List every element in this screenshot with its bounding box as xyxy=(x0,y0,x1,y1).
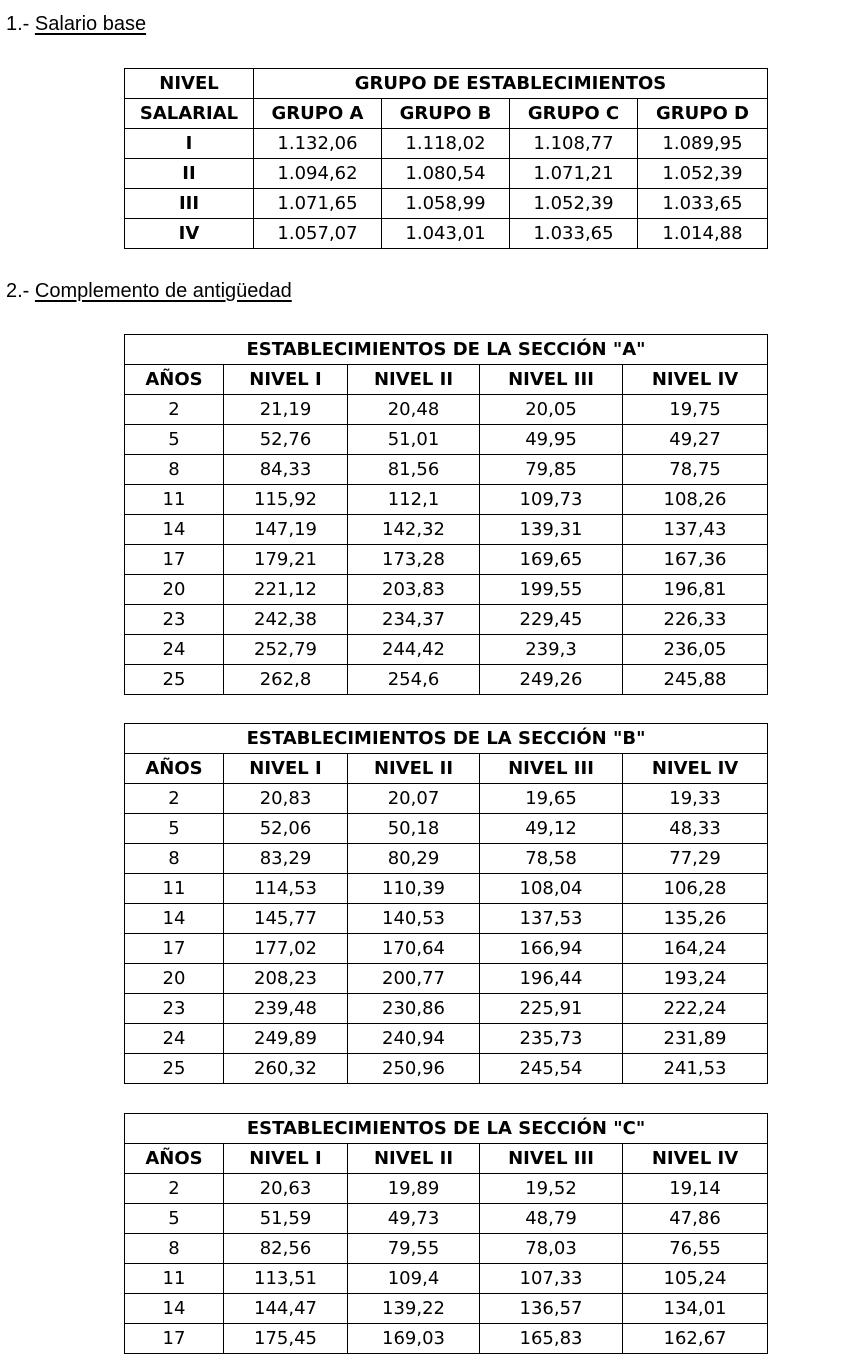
seniority-years-cell: 14 xyxy=(125,1294,224,1324)
seniority-years-cell: 25 xyxy=(125,1054,224,1084)
seniority-column-header: NIVEL IV xyxy=(623,754,768,784)
seniority-years-cell: 8 xyxy=(125,844,224,874)
salary-value-cell: 1.014,88 xyxy=(638,219,768,249)
seniority-value-cell: 136,57 xyxy=(480,1294,623,1324)
seniority-row xyxy=(125,934,768,964)
seniority-row xyxy=(125,1264,768,1294)
seniority-value-cell: 165,83 xyxy=(480,1324,623,1354)
seniority-row xyxy=(125,635,768,665)
seniority-value-cell: 79,85 xyxy=(480,455,623,485)
salary-value-cell: 1.057,07 xyxy=(254,219,382,249)
seniority-years-cell: 24 xyxy=(125,1024,224,1054)
seniority-value-cell: 193,24 xyxy=(623,964,768,994)
seniority-column-header: NIVEL III xyxy=(480,1144,623,1174)
seniority-row xyxy=(125,844,768,874)
seniority-value-cell: 235,73 xyxy=(480,1024,623,1054)
seniority-value-cell: 47,86 xyxy=(623,1204,768,1234)
seniority-value-cell: 114,53 xyxy=(224,874,348,904)
seniority-table-section-b xyxy=(124,723,768,1084)
seniority-value-cell: 19,75 xyxy=(623,395,768,425)
seniority-years-cell: 17 xyxy=(125,1324,224,1354)
seniority-table-title: ESTABLECIMIENTOS DE LA SECCIÓN "C" xyxy=(125,1114,768,1144)
seniority-years-cell: 14 xyxy=(125,904,224,934)
seniority-years-cell: 5 xyxy=(125,425,224,455)
seniority-column-header-row xyxy=(125,365,768,395)
seniority-years-cell: 24 xyxy=(125,635,224,665)
seniority-value-cell: 51,59 xyxy=(224,1204,348,1234)
salary-value-cell: 1.071,21 xyxy=(510,159,638,189)
seniority-value-cell: 78,58 xyxy=(480,844,623,874)
seniority-years-cell: 11 xyxy=(125,485,224,515)
seniority-value-cell: 170,64 xyxy=(348,934,480,964)
seniority-value-cell: 50,18 xyxy=(348,814,480,844)
seniority-value-cell: 244,42 xyxy=(348,635,480,665)
seniority-value-cell: 222,24 xyxy=(623,994,768,1024)
level-header-line2: SALARIAL xyxy=(125,99,254,129)
salary-base-table xyxy=(124,68,768,249)
seniority-value-cell: 250,96 xyxy=(348,1054,480,1084)
seniority-value-cell: 48,33 xyxy=(623,814,768,844)
seniority-row xyxy=(125,994,768,1024)
seniority-value-cell: 20,07 xyxy=(348,784,480,814)
seniority-value-cell: 199,55 xyxy=(480,575,623,605)
salary-value-cell: 1.132,06 xyxy=(254,129,382,159)
seniority-value-cell: 108,26 xyxy=(623,485,768,515)
salary-level-cell: IV xyxy=(125,219,254,249)
seniority-title-row xyxy=(125,724,768,754)
seniority-value-cell: 242,38 xyxy=(224,605,348,635)
seniority-value-cell: 140,53 xyxy=(348,904,480,934)
seniority-years-cell: 20 xyxy=(125,964,224,994)
salary-value-cell: 1.052,39 xyxy=(510,189,638,219)
seniority-value-cell: 236,05 xyxy=(623,635,768,665)
seniority-value-cell: 112,1 xyxy=(348,485,480,515)
seniority-row xyxy=(125,515,768,545)
seniority-value-cell: 109,4 xyxy=(348,1264,480,1294)
seniority-row xyxy=(125,545,768,575)
seniority-value-cell: 239,48 xyxy=(224,994,348,1024)
group-c-header: GRUPO C xyxy=(510,99,638,129)
seniority-column-header-row xyxy=(125,1144,768,1174)
seniority-table-title: ESTABLECIMIENTOS DE LA SECCIÓN "A" xyxy=(125,335,768,365)
seniority-years-cell: 14 xyxy=(125,515,224,545)
seniority-value-cell: 78,75 xyxy=(623,455,768,485)
section-2-number: 2.- xyxy=(6,280,30,302)
seniority-years-cell: 11 xyxy=(125,1264,224,1294)
seniority-value-cell: 110,39 xyxy=(348,874,480,904)
seniority-value-cell: 107,33 xyxy=(480,1264,623,1294)
seniority-row xyxy=(125,1234,768,1264)
seniority-value-cell: 105,24 xyxy=(623,1264,768,1294)
seniority-value-cell: 231,89 xyxy=(623,1024,768,1054)
seniority-value-cell: 241,53 xyxy=(623,1054,768,1084)
seniority-column-header: AÑOS xyxy=(125,1144,224,1174)
salary-value-cell: 1.033,65 xyxy=(510,219,638,249)
seniority-row xyxy=(125,1294,768,1324)
seniority-value-cell: 169,03 xyxy=(348,1324,480,1354)
seniority-value-cell: 144,47 xyxy=(224,1294,348,1324)
seniority-row xyxy=(125,1054,768,1084)
salary-header-row-1 xyxy=(125,69,768,99)
seniority-column-header: NIVEL II xyxy=(348,1144,480,1174)
seniority-years-cell: 5 xyxy=(125,1204,224,1234)
seniority-value-cell: 200,77 xyxy=(348,964,480,994)
seniority-value-cell: 208,23 xyxy=(224,964,348,994)
seniority-table-section-c xyxy=(124,1113,768,1354)
seniority-years-cell: 2 xyxy=(125,395,224,425)
salary-value-cell: 1.058,99 xyxy=(382,189,510,219)
section-2-heading xyxy=(6,279,292,303)
seniority-value-cell: 221,12 xyxy=(224,575,348,605)
section-2-title: Complemento de antigüedad xyxy=(34,280,292,302)
seniority-value-cell: 80,29 xyxy=(348,844,480,874)
seniority-value-cell: 240,94 xyxy=(348,1024,480,1054)
seniority-years-cell: 5 xyxy=(125,814,224,844)
seniority-value-cell: 177,02 xyxy=(224,934,348,964)
seniority-years-cell: 8 xyxy=(125,1234,224,1264)
seniority-value-cell: 230,86 xyxy=(348,994,480,1024)
seniority-value-cell: 83,29 xyxy=(224,844,348,874)
seniority-value-cell: 19,89 xyxy=(348,1174,480,1204)
seniority-value-cell: 84,33 xyxy=(224,455,348,485)
seniority-value-cell: 52,76 xyxy=(224,425,348,455)
seniority-column-header: NIVEL II xyxy=(348,754,480,784)
seniority-value-cell: 20,83 xyxy=(224,784,348,814)
seniority-value-cell: 249,26 xyxy=(480,665,623,695)
seniority-years-cell: 8 xyxy=(125,455,224,485)
seniority-years-cell: 17 xyxy=(125,934,224,964)
seniority-value-cell: 77,29 xyxy=(623,844,768,874)
seniority-value-cell: 21,19 xyxy=(224,395,348,425)
seniority-value-cell: 142,32 xyxy=(348,515,480,545)
seniority-row xyxy=(125,874,768,904)
seniority-column-header: AÑOS xyxy=(125,365,224,395)
seniority-row xyxy=(125,1204,768,1234)
salary-level-cell: II xyxy=(125,159,254,189)
seniority-value-cell: 229,45 xyxy=(480,605,623,635)
seniority-value-cell: 134,01 xyxy=(623,1294,768,1324)
group-d-header: GRUPO D xyxy=(638,99,768,129)
seniority-value-cell: 245,54 xyxy=(480,1054,623,1084)
section-1-title: Salario base xyxy=(34,13,147,35)
salary-value-cell: 1.033,65 xyxy=(638,189,768,219)
seniority-row xyxy=(125,784,768,814)
seniority-value-cell: 51,01 xyxy=(348,425,480,455)
seniority-value-cell: 252,79 xyxy=(224,635,348,665)
seniority-row xyxy=(125,964,768,994)
seniority-row xyxy=(125,575,768,605)
seniority-value-cell: 196,44 xyxy=(480,964,623,994)
seniority-column-header: NIVEL I xyxy=(224,365,348,395)
salary-row xyxy=(125,159,768,189)
level-header-line1: NIVEL xyxy=(125,69,254,99)
seniority-row xyxy=(125,665,768,695)
seniority-value-cell: 196,81 xyxy=(623,575,768,605)
seniority-row xyxy=(125,395,768,425)
seniority-years-cell: 2 xyxy=(125,784,224,814)
seniority-row xyxy=(125,1174,768,1204)
salary-value-cell: 1.094,62 xyxy=(254,159,382,189)
salary-row xyxy=(125,189,768,219)
salary-header-row-2 xyxy=(125,99,768,129)
seniority-value-cell: 164,24 xyxy=(623,934,768,964)
seniority-column-header: NIVEL II xyxy=(348,365,480,395)
seniority-column-header: NIVEL I xyxy=(224,1144,348,1174)
seniority-value-cell: 76,55 xyxy=(623,1234,768,1264)
seniority-value-cell: 137,53 xyxy=(480,904,623,934)
seniority-column-header: AÑOS xyxy=(125,754,224,784)
seniority-title-row xyxy=(125,1114,768,1144)
seniority-value-cell: 139,22 xyxy=(348,1294,480,1324)
seniority-value-cell: 19,52 xyxy=(480,1174,623,1204)
seniority-value-cell: 262,8 xyxy=(224,665,348,695)
seniority-years-cell: 2 xyxy=(125,1174,224,1204)
seniority-value-cell: 109,73 xyxy=(480,485,623,515)
seniority-value-cell: 49,27 xyxy=(623,425,768,455)
seniority-value-cell: 145,77 xyxy=(224,904,348,934)
seniority-table-title: ESTABLECIMIENTOS DE LA SECCIÓN "B" xyxy=(125,724,768,754)
seniority-value-cell: 147,19 xyxy=(224,515,348,545)
seniority-value-cell: 78,03 xyxy=(480,1234,623,1264)
seniority-years-cell: 23 xyxy=(125,994,224,1024)
seniority-value-cell: 260,32 xyxy=(224,1054,348,1084)
salary-value-cell: 1.052,39 xyxy=(638,159,768,189)
seniority-value-cell: 106,28 xyxy=(623,874,768,904)
salary-value-cell: 1.108,77 xyxy=(510,129,638,159)
group-header: GRUPO DE ESTABLECIMIENTOS xyxy=(254,69,768,99)
seniority-years-cell: 25 xyxy=(125,665,224,695)
seniority-column-header: NIVEL III xyxy=(480,754,623,784)
seniority-column-header: NIVEL III xyxy=(480,365,623,395)
seniority-value-cell: 245,88 xyxy=(623,665,768,695)
seniority-value-cell: 137,43 xyxy=(623,515,768,545)
seniority-column-header: NIVEL IV xyxy=(623,1144,768,1174)
seniority-table-section-a xyxy=(124,334,768,695)
seniority-value-cell: 249,89 xyxy=(224,1024,348,1054)
seniority-value-cell: 20,48 xyxy=(348,395,480,425)
seniority-value-cell: 49,73 xyxy=(348,1204,480,1234)
seniority-years-cell: 11 xyxy=(125,874,224,904)
seniority-value-cell: 225,91 xyxy=(480,994,623,1024)
seniority-value-cell: 179,21 xyxy=(224,545,348,575)
seniority-column-header: NIVEL IV xyxy=(623,365,768,395)
salary-row xyxy=(125,129,768,159)
salary-value-cell: 1.118,02 xyxy=(382,129,510,159)
seniority-column-header: NIVEL I xyxy=(224,754,348,784)
seniority-column-header-row xyxy=(125,754,768,784)
seniority-value-cell: 79,55 xyxy=(348,1234,480,1264)
section-1-number: 1.- xyxy=(6,13,30,35)
seniority-row xyxy=(125,904,768,934)
seniority-row xyxy=(125,1024,768,1054)
section-1-heading xyxy=(6,12,146,36)
seniority-value-cell: 139,31 xyxy=(480,515,623,545)
seniority-value-cell: 169,65 xyxy=(480,545,623,575)
seniority-years-cell: 23 xyxy=(125,605,224,635)
seniority-row xyxy=(125,1324,768,1354)
seniority-value-cell: 226,33 xyxy=(623,605,768,635)
seniority-value-cell: 108,04 xyxy=(480,874,623,904)
seniority-value-cell: 19,65 xyxy=(480,784,623,814)
seniority-value-cell: 82,56 xyxy=(224,1234,348,1264)
seniority-value-cell: 20,63 xyxy=(224,1174,348,1204)
seniority-value-cell: 113,51 xyxy=(224,1264,348,1294)
seniority-value-cell: 166,94 xyxy=(480,934,623,964)
seniority-years-cell: 17 xyxy=(125,545,224,575)
salary-value-cell: 1.089,95 xyxy=(638,129,768,159)
salary-value-cell: 1.080,54 xyxy=(382,159,510,189)
seniority-value-cell: 175,45 xyxy=(224,1324,348,1354)
salary-value-cell: 1.071,65 xyxy=(254,189,382,219)
seniority-row xyxy=(125,814,768,844)
salary-value-cell: 1.043,01 xyxy=(382,219,510,249)
seniority-value-cell: 52,06 xyxy=(224,814,348,844)
seniority-value-cell: 81,56 xyxy=(348,455,480,485)
salary-level-cell: III xyxy=(125,189,254,219)
seniority-value-cell: 135,26 xyxy=(623,904,768,934)
seniority-row xyxy=(125,425,768,455)
seniority-years-cell: 20 xyxy=(125,575,224,605)
seniority-row xyxy=(125,485,768,515)
salary-level-cell: I xyxy=(125,129,254,159)
seniority-value-cell: 167,36 xyxy=(623,545,768,575)
seniority-value-cell: 20,05 xyxy=(480,395,623,425)
seniority-value-cell: 49,95 xyxy=(480,425,623,455)
seniority-value-cell: 203,83 xyxy=(348,575,480,605)
seniority-row xyxy=(125,605,768,635)
group-b-header: GRUPO B xyxy=(382,99,510,129)
seniority-value-cell: 162,67 xyxy=(623,1324,768,1354)
seniority-value-cell: 19,33 xyxy=(623,784,768,814)
seniority-value-cell: 234,37 xyxy=(348,605,480,635)
seniority-value-cell: 239,3 xyxy=(480,635,623,665)
seniority-value-cell: 115,92 xyxy=(224,485,348,515)
group-a-header: GRUPO A xyxy=(254,99,382,129)
seniority-title-row xyxy=(125,335,768,365)
seniority-value-cell: 254,6 xyxy=(348,665,480,695)
seniority-value-cell: 49,12 xyxy=(480,814,623,844)
salary-row xyxy=(125,219,768,249)
seniority-value-cell: 48,79 xyxy=(480,1204,623,1234)
seniority-row xyxy=(125,455,768,485)
seniority-value-cell: 19,14 xyxy=(623,1174,768,1204)
seniority-value-cell: 173,28 xyxy=(348,545,480,575)
